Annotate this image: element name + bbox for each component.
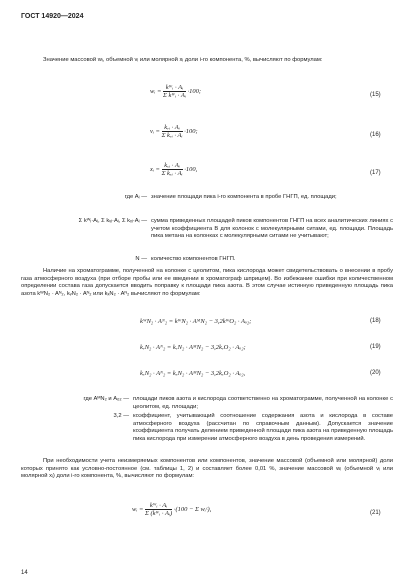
definition-term: 3,2 — — [113, 413, 129, 419]
formula-denominator: Σ kᵂᵢ · Aᵢ — [163, 92, 186, 99]
page-header: ГОСТ 14920—2024 — [21, 13, 84, 20]
formula-number: (15) — [370, 92, 381, 98]
formula-number: (18) — [370, 318, 381, 324]
formula-tail: ·(100 − Σ wᵢᶜ), — [173, 505, 212, 513]
definition-text: коэффициент, учитывающий соотношение содержания азота и кислорода в составе атмосферного воздуха (рассчитан по справочным данным). Допускается значение коэффициента получать делением приведенной площади пика азота на приведенную площадь пика кислорода при измерении атмосферного воздуха в день проведения измерений. — [133, 413, 393, 442]
formula-21 — [132, 502, 211, 517]
formula-lhs: xᵢ = — [150, 165, 160, 173]
definition-text: площади пиков азота и кислорода соответственно на хроматограмме, полученной на колонке с цеолитом, ед. площади; — [133, 396, 393, 410]
definition-text: сумма приведенных площадей пиков компонентов ГНГП на всех аналитических линиях с учетом коэффициента B для колонок с молекулярными ситами, ед. площади. Площадь пика метана на колонках с молекулярными ситами не учитывают; — [151, 218, 393, 240]
formula-17 — [150, 162, 197, 177]
definition-row — [21, 396, 393, 411]
definition-text: количество компонентов ГНГП. — [151, 256, 236, 262]
definition-row — [21, 413, 393, 443]
formula-denominator: Σ kₓᵢ · Aᵢ — [161, 170, 183, 177]
formula-lhs: vᵢ = — [150, 127, 160, 135]
intro-paragraph: Значение массовой wᵢ, объемной vᵢ или молярной xᵢ доли i-го компонента, %, вычисляют по формулам: — [43, 57, 323, 63]
definition-text: значение площади пика i-го компонента в пробе ГНГП, ед. площади; — [151, 194, 337, 200]
formula-denominator: Σ (kᵂᵢ · Aᵢ) — [145, 510, 173, 517]
formula-20: kₓN₂ · Aᴺ₂ = kₓN₂ · AᴹN₂ − 3,2kₓO₂ · Aₒ₂, — [140, 370, 246, 377]
page-number: 14 — [21, 570, 28, 576]
definition-term: где AᴹN₂ и Aₒ₂ — — [83, 396, 129, 402]
formula-16 — [150, 124, 198, 139]
definition-row — [21, 194, 393, 202]
formula-denominator: Σ kᵥᵢ · Aᵢ — [161, 132, 183, 139]
formula-number: (19) — [370, 344, 381, 350]
definition-term: Σ kᵂᵢ·Aᵢ, Σ kᵥᵢ·Aᵢ, Σ kₓᵢ·Aᵢ — — [78, 218, 147, 224]
nitrogen-correction-paragraph: Наличие на хроматограмме, полученной на колонке с цеолитом, пика кислорода может свидетельствовать о внесении в пробу газа атмосферного воздуха (при отборе пробы или ее введении в хроматограф шприцем). Во избежание ошибки при количественном определении состава газа допускается вводить поправку к площади пика азота. В этом случае истинную приведенную площадь пика азота kᵂN₂ · Aᴺ₂, kᵥN₂ · Aᴺ₂ или kₓN₂ · Aᴺ₂ вычисляют по формулам: — [21, 268, 393, 297]
formula-tail: ·100; — [184, 127, 198, 135]
formula-numerator: kₓᵢ · Aᵢ — [162, 162, 183, 170]
formula-tail: ·100; — [187, 87, 202, 95]
formula-lhs: wᵢ = — [150, 87, 162, 95]
definition-term: где Aᵢ — — [124, 194, 147, 200]
formula-lhs: wᵢ = — [132, 505, 144, 513]
definition-row — [21, 256, 393, 264]
unmeasured-components-paragraph: При необходимости учета неизмеряемых компонентов или компонентов, значение массовой (объемной или молярной) доли которых принято как условно-постоянное (см. таблицы 1, 2) и составляет более 0,01 %, значение массовой wᵢ (объемной vᵢ или молярной xᵢ) доли i-го компонента, %, вычисляют по формулам: — [21, 458, 393, 480]
formula-number: (17) — [370, 170, 381, 176]
formula-19: kᵥN₂ · Aᴺ₂ = kᵥN₂ · AᴹN₂ − 3,2kᵥO₂ · Aₒ₂; — [140, 344, 246, 351]
formula-15 — [150, 84, 201, 99]
formula-numerator: kᵂᵢ · Aᵢ — [145, 502, 172, 510]
formula-numerator: kᵥᵢ · Aᵢ — [162, 124, 183, 132]
formula-numerator: kᵂᵢ · Aᵢ — [163, 84, 186, 92]
formula-18: kᵂN₂ · Aᴺ₂ = kᵂN₂ · AᴹN₂ − 3,2kᵂO₂ · Aₒ₂; — [140, 318, 252, 325]
formula-number: (21) — [370, 510, 381, 516]
formula-number: (20) — [370, 370, 381, 376]
definition-term: N — — [135, 256, 147, 262]
formula-tail: ·100, — [184, 165, 198, 173]
definition-row — [21, 218, 393, 241]
formula-number: (16) — [370, 132, 381, 138]
